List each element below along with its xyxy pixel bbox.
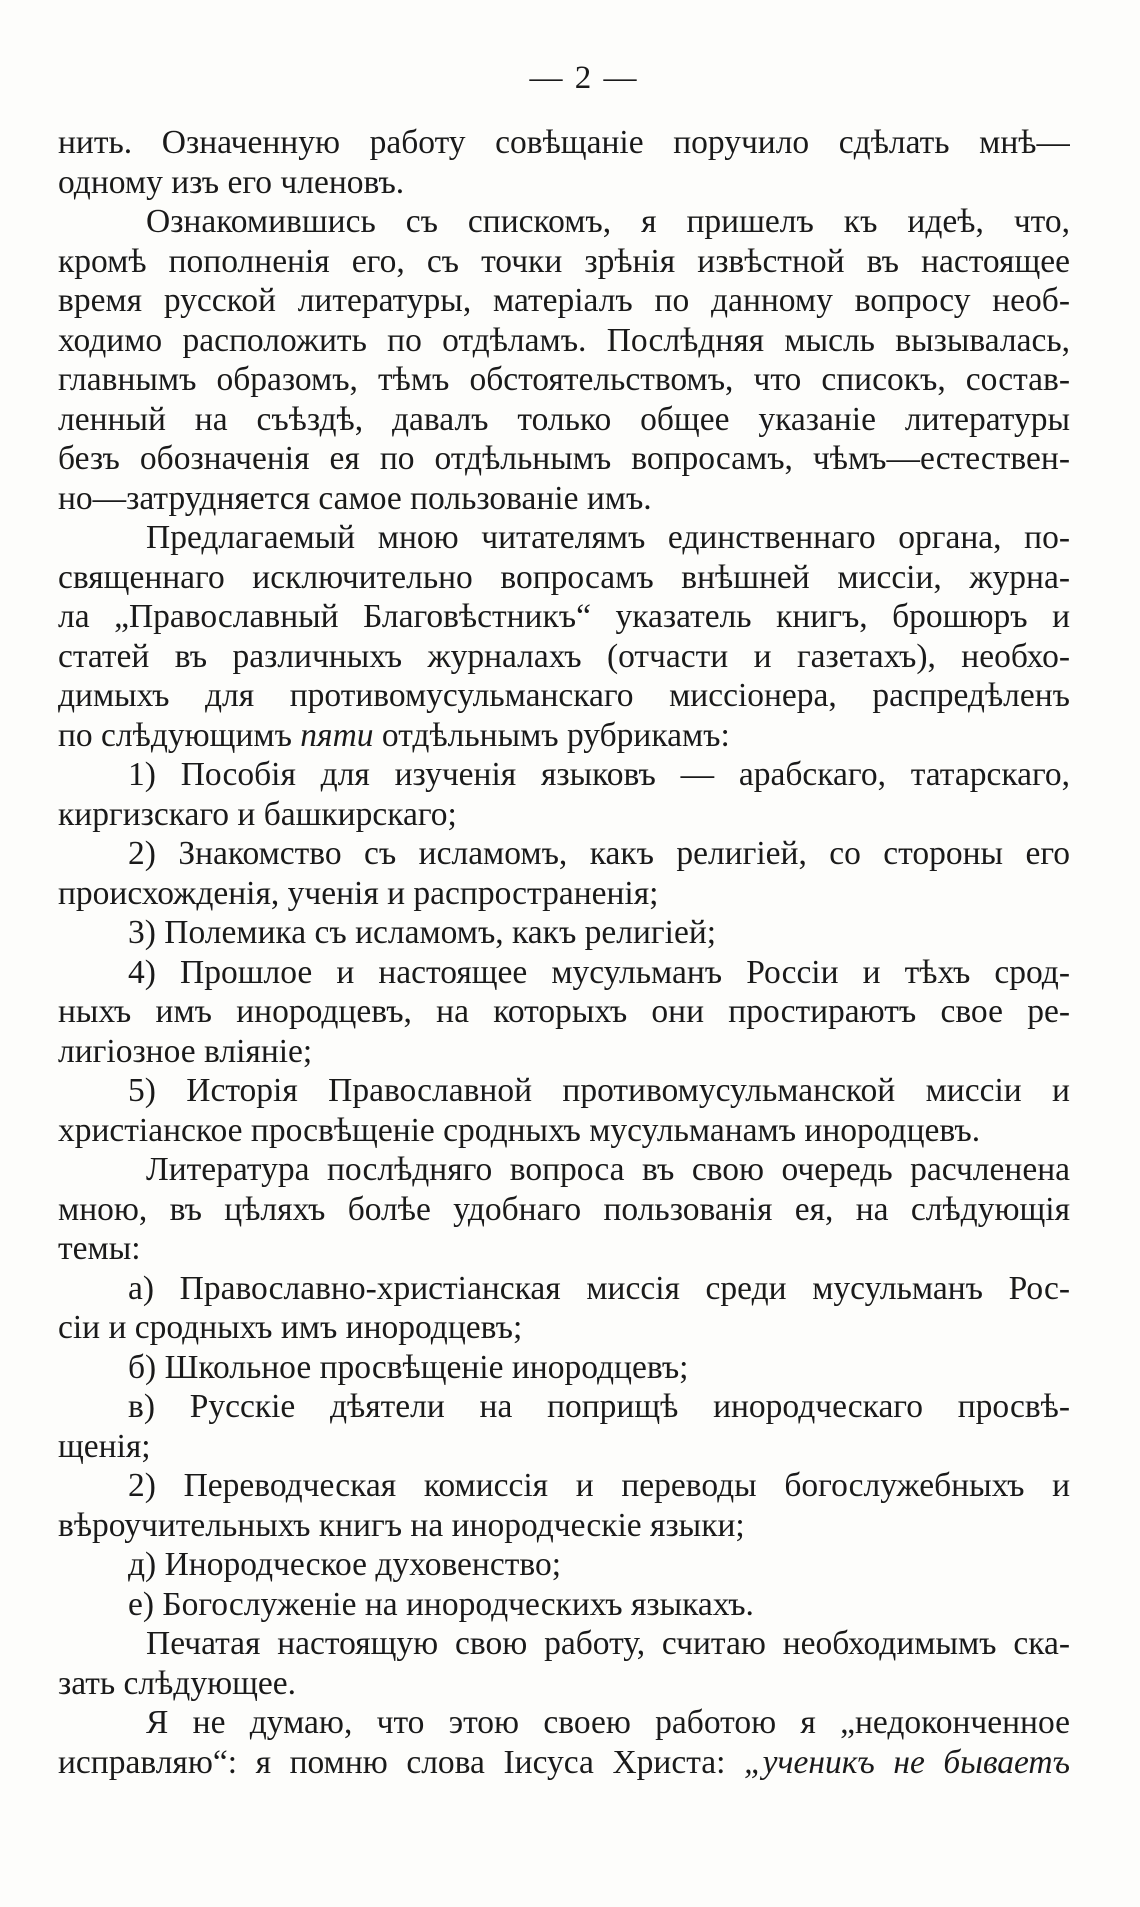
text-line: [58, 597, 1070, 637]
text-line-content: кромѣ пополненія его, съ точки зрѣнія извѣстной въ настоящее: [58, 242, 1070, 280]
text-line-content: 3) Полемика съ исламомъ, какъ религіей;: [128, 914, 717, 951]
text-line: [58, 1506, 1070, 1546]
text-line: [58, 123, 1070, 163]
text-line-content: Ознакомившись съ спискомъ, я пришелъ къ идеѣ, что,: [146, 203, 1070, 240]
text-line: [58, 1150, 1070, 1190]
text-line: [58, 1624, 1070, 1664]
text-line-content: нить. Означенную работу совѣщаніе поручило сдѣлать мнѣ—: [58, 124, 1070, 161]
text-line: [58, 242, 1070, 282]
text-line-content: безъ обозначенія ея по отдѣльнымъ вопросамъ, чѣмъ—естествен-: [58, 440, 1070, 477]
text-line-content: зать слѣдующее.: [58, 1664, 297, 1702]
text-line-content: одному изъ его членовъ.: [58, 163, 405, 201]
text-line-content: 5) Исторія Православной противомусульманской миссіи и: [128, 1072, 1070, 1109]
text-line: [58, 1229, 1070, 1269]
page-number: — 2 —: [529, 60, 639, 96]
text-line-content: а) Православно-христіанская миссія среди мусульманъ Рос-: [128, 1269, 1070, 1307]
text-line-content: вѣроучительныхъ книгъ на инородческіе языки;: [58, 1506, 745, 1544]
text-line-content: отдѣльнымъ рубрикамъ:: [381, 716, 730, 754]
text-line-content: ленный на съѣздѣ, давалъ только общее указаніе литературы: [58, 400, 1070, 438]
text-line: [58, 1348, 1070, 1388]
text-line: [58, 637, 1070, 677]
text-line-content: ныхъ имъ инородцевъ, на которыхъ они простираютъ свое ре-: [58, 993, 1070, 1030]
text-line: [58, 834, 1070, 874]
text-line: [58, 953, 1070, 993]
text-line-content: главнымъ образомъ, тѣмъ обстоятельствомъ, что списокъ, состав-: [58, 361, 1070, 398]
text-line-content: исправляю“: я помню слова Іисуса Христа:: [58, 1743, 726, 1781]
text-line-content: е) Богослуженіе на инородческихъ языкахъ.: [128, 1585, 754, 1623]
text-line: [58, 755, 1070, 795]
text-line: [58, 400, 1070, 440]
text-line-content: Я не думаю, что этою своею работою я „недоконченное: [146, 1704, 1070, 1741]
text-line: [58, 992, 1070, 1032]
text-line: [58, 1032, 1070, 1072]
text-line-content: в) Русскіе дѣятели на поприщѣ инородческаго просвѣ-: [128, 1388, 1070, 1425]
text-line: [58, 716, 1070, 756]
text-line-content: происхожденія, ученія и распространенія;: [58, 874, 659, 912]
text-line: [58, 202, 1070, 242]
text-line-content: время русской литературы, матеріалъ по данному вопросу необ-: [58, 282, 1070, 319]
text-line-content: но—затрудняется самое пользованіе имъ.: [58, 479, 652, 517]
text-line: [58, 518, 1070, 558]
text-line: [58, 1427, 1070, 1467]
text-line: [58, 1269, 1070, 1309]
text-line: [58, 1387, 1070, 1427]
text-line: [58, 1664, 1070, 1704]
text-line-content: Предлагаемый мною читателямъ единственнаго органа, по-: [146, 519, 1070, 556]
text-line: [58, 1111, 1070, 1151]
text-line: [58, 795, 1070, 835]
text-line: [58, 913, 1070, 953]
text-line-content: по слѣдующимъ: [58, 716, 292, 754]
text-line: [58, 558, 1070, 598]
text-line-content: темы:: [58, 1230, 141, 1267]
text-line-content: Литература послѣдняго вопроса въ свою очередь расчленена: [146, 1151, 1070, 1188]
text-line-content: статей въ различныхъ журналахъ (отчасти и газетахъ), необхо-: [58, 637, 1070, 675]
text-line: [58, 1466, 1070, 1506]
text-line: [58, 1071, 1070, 1111]
text-line-content: киргизскаго и башкирскаго;: [58, 795, 457, 833]
text-line: [58, 1585, 1070, 1625]
text-line: [58, 1190, 1070, 1230]
body-text: [58, 123, 1070, 1782]
text-line-content: ходимо расположить по отдѣламъ. Послѣдняя мысль вызывалась,: [58, 321, 1070, 359]
text-line-content: лигіозное вліяніе;: [58, 1032, 313, 1070]
text-line: [58, 360, 1070, 400]
text-line-content: священнаго исключительно вопросамъ внѣшней миссіи, журна-: [58, 558, 1070, 596]
text-line-content: Печатая настоящую свою работу, считаю необходимымъ ска-: [146, 1625, 1070, 1662]
text-line: [58, 874, 1070, 914]
text-line: [58, 439, 1070, 479]
text-line-content: ла „Православный Благовѣстникъ“ указатель книгъ, брошюръ и: [58, 598, 1070, 635]
emphasis-text: пяти: [300, 716, 374, 754]
text-line-content: 2) Переводческая комиссія и переводы богослужебныхъ и: [128, 1467, 1070, 1504]
text-line: [58, 1743, 1070, 1783]
text-line: [58, 1703, 1070, 1743]
text-line-content: щенія;: [58, 1427, 151, 1465]
text-line: [58, 676, 1070, 716]
text-line-content: димыхъ для противомусульманскаго миссіонера, распредѣленъ: [58, 677, 1070, 714]
text-line-content: д) Инородческое духовенство;: [128, 1546, 562, 1583]
text-line-content: б) Школьное просвѣщеніе инородцевъ;: [128, 1348, 689, 1386]
text-line-content: мною, въ цѣляхъ болѣе удобнаго пользованія ея, на слѣдующія: [58, 1190, 1070, 1228]
text-line-content: 4) Прошлое и настоящее мусульманъ Россіи и тѣхъ срод-: [128, 953, 1070, 991]
emphasis-text: „ученикъ не бываетъ: [744, 1743, 1070, 1781]
text-line: [58, 1308, 1070, 1348]
text-line: [58, 1545, 1070, 1585]
text-line-content: сіи и сродныхъ имъ инородцевъ;: [58, 1309, 523, 1346]
text-line: [58, 163, 1070, 203]
text-line: [58, 321, 1070, 361]
text-line-content: 1) Пособія для изученія языковъ — арабскаго, татарскаго,: [128, 756, 1070, 793]
text-line: [58, 479, 1070, 519]
text-line-content: христіанское просвѣщеніе сродныхъ мусульманамъ инородцевъ.: [58, 1111, 981, 1149]
text-line-content: 2) Знакомство съ исламомъ, какъ религіей, со стороны его: [128, 835, 1070, 872]
text-line: [58, 281, 1070, 321]
